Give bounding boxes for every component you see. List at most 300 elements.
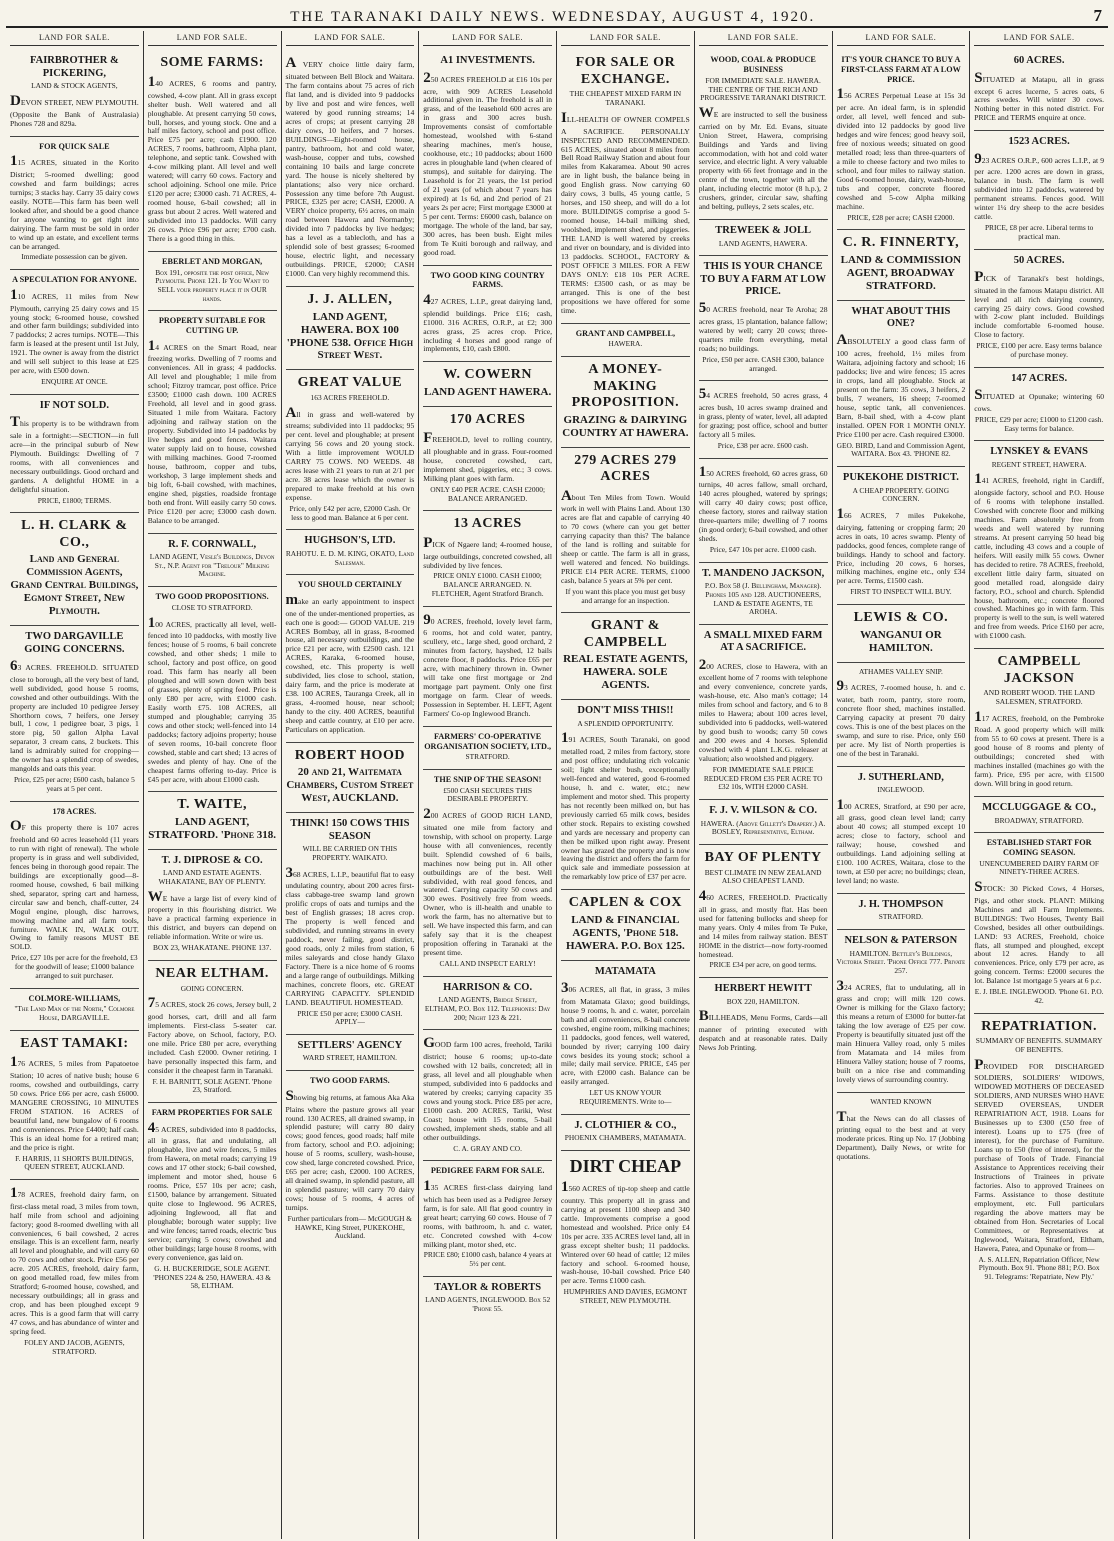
column-3: [282, 31, 420, 1539]
ad-body: 166 ACRES, 7 miles Pukekohe, dairying, fattening or cropping farm; 20 acres in oats, 10 acres swamp. Plenty of paddocks, good fences, complete range of buildings. Handy to school and factory. Price, including 20 cows, 6 horses, milking machines, engine etc., only £34 per acre. Terms, £1500 cash.: [836, 506, 966, 586]
ad-body: 54 ACRES freehold, 50 acres grass, 4 acres bush, 10 acres swamp drained and in grass, plenty of water, level, all adapted for grazing; post office, school and butter factory all 5 miles.: [698, 386, 828, 439]
advertisement: [423, 266, 552, 363]
advertisement: [699, 50, 828, 220]
ad-subhead: LAND AND ESTATE AGENTS. WHAKATANE, BAY OF PLENTY.: [158, 868, 266, 887]
ad-footer: CALL AND INSPECT EARLY!: [439, 959, 536, 969]
ad-body: 50 ACRES freehold, near Te Aroha; 28 acres grass, 15 plantation, balance fallow; watered by well; carry 20 cows; three-quarters mile from everything, metal roads; no buildings.: [698, 300, 828, 353]
ad-subhead: REGENT STREET, HAWERA.: [991, 459, 1087, 469]
advertisement: [286, 287, 415, 370]
advertisement: [561, 890, 690, 960]
advertisement: [148, 792, 277, 849]
advertisement: [699, 563, 828, 625]
advertisement: [10, 1031, 139, 1180]
ad-headline: YOU SHOULD CERTAINLY: [297, 580, 403, 590]
advertisement: [423, 607, 552, 727]
ad-footer: PRICE, £29 per acre; £1000 to £1200 cash. Easy terms for balance.: [974, 414, 1104, 433]
ad-headline: HUGHSON'S, LTD.: [304, 535, 396, 547]
advertisement: [974, 441, 1104, 649]
ad-body: GOOD farm 100 acres, freehold, Tariki district; house 6 rooms; up-to-date cowshed with 12 bails, concreted; all in grass, all level and all ploughable when stumped, subdivided into 6 paddocks and watered by creeks; carrying capacity 35 cows and young stock. Price £85 per acre, £1000 cash. 200 ACRES, Tariki, West Coast; house with 15 rooms, 5-bail cowshed, implement sheds, stable and all other outbuildings.: [423, 1035, 552, 1142]
ad-body: About Ten Miles from Town. Would work in well with Plains Land. About 130 acres are flat and capable of carrying 40 to 70 cows (where can you get better carrying capacity than this? The balance of the land is rolling and suitable for sheep or cattle. The farm is all in grass, well watered and fenced. No buildings. PRICE £14 PER ACRE. TERMS, £1000 cash, balance 5 years at 5% per cent.: [561, 487, 690, 585]
ad-subhead: Box 191, opposite the post office, New Plymouth. Phone 121. If You Want to SELL your property place it in OUR hands.: [155, 267, 269, 303]
advertisement: [286, 813, 415, 1035]
ad-headline: 170 ACRES: [449, 411, 526, 427]
ad-headline: FOR SALE OR EXCHANGE.: [575, 55, 676, 87]
ad-headline: R. F. CORNWALL,: [168, 538, 257, 550]
ad-footer: F. HARRIS, 11 SHORTS BUILDINGS, QUEEN STREET, AUCKLAND.: [15, 1153, 134, 1172]
ad-body: This property is to be withdrawn from sale in a fortnight:—SECTION—in full acre—in the principal suburb of New Plymouth. Buildings: Dwelling of 7 rooms, with all conveniences and necessary outbuildings. Good orchard and gardens. A delightful HOME in a delightful situation.: [10, 414, 139, 494]
ad-headline: CAPLEN & COX: [568, 895, 683, 911]
advertisement: [699, 800, 828, 845]
ad-footer: Price, £27 10s per acre for the freehold, £3 for the goodwill of lease; £1000 balance arranged to suit purchaser.: [11, 953, 138, 980]
column-heading: LAND FOR SALE.: [974, 31, 1104, 46]
ad-footer: G. H. BUCKERIDGE, SOLE AGENT. 'PHONES 224 & 250, HAWERA. 43 & 58, ELTHAM.: [153, 1263, 271, 1291]
ad-footer: A. S. ALLEN, Repatriation Officer, New Plymouth. Box 91. 'Phone 881; P.O. Box 91. Telegrams: 'Repatriate, New Ply.': [978, 1254, 1100, 1281]
ad-body: PICK of Taranaki's best holdings, situated in the famous Matapu district. All level and all rich dairying country, carrying 25 dairy cows. Good cowshed with 2-cow plant included. Buildings include comfortable 6-roomed house. Close to factory.: [974, 268, 1104, 340]
ad-headline: 147 ACRES.: [1011, 372, 1068, 384]
ad-subhead: AND ROBERT WOOD. THE LAND SALESMEN, STRATFORD.: [983, 688, 1095, 707]
ad-footer: PRICE, £28 per acre; CASH £2000.: [847, 212, 955, 222]
ad-footer: Price, £25 per acre; £600 cash, balance 5 years at 5 per cent.: [13, 775, 135, 793]
ad-body: 460 ACRES, FREEHOLD. Practically all in grass, and mostly flat. Has been used for fattening bullocks and sheep for many years. Only 4 miles from Te Puke, and 14 miles from railway station. BEST HOME in the district—now forty-roomed homestead.: [698, 888, 828, 959]
ad-footer: PRICE, £8 per acre. Liberal terms to practical man.: [984, 223, 1094, 241]
ad-subhead: FOR IMMEDIATE SALE. HAWERA. THE CENTRE OF THE RICH AND PROGRESSIVE TARANAKI DISTRICT.: [700, 75, 827, 103]
ad-body: FREEHOLD, level to rolling country, all ploughable and in grass. Four-roomed house, concreted cowshed, cart, implement shed, piggeries, etc.; 3 cows. Milking plant goes with farm.: [423, 430, 552, 483]
ad-subhead: SUMMARY OF BENEFITS. SUMMARY OF BENEFITS.: [975, 1036, 1103, 1055]
advertisement: [423, 362, 552, 406]
column-heading: LAND FOR SALE.: [10, 31, 139, 46]
ad-footer: Further particulars from— McGOUGH & HAWKE, King Street, PUKEKOHE, Auckland.: [287, 1214, 413, 1241]
ad-body: 75 ACRES, stock 26 cows, Jersey bull, 2 good horses, cart, drill and all farm implements. First-class 5-seater car. Factory above, on School, factory, P.O. one mile. Price £80 per acre, everything included. Cash £2000. Owner retiring. I have personally inspected this farm, and consider it the cheapest farm in Taranaki.: [147, 995, 277, 1075]
ad-body: SITUATED at Matapu, all in grass except 6 acres lucerne, 5 acres oats, 6 acres swedes. Will winter 30 cows. Nothing better in this noted district. For PRICE and TERMS enquire at once.: [974, 69, 1104, 123]
ad-body: 45 ACRES, subdivided into 8 paddocks, all in grass, flat and undulating, all ploughable, live and wire fences, 5 miles from Hawera, on metal roads; carrying 19 cows and 17 other stock; 6-bail cowshed, implement and motor shed, house 6 rooms. Price, £57 10s per acre; cash, £1500, balance by arrangement. Situated quite close to Inglewood. 96 ACRES, adjoining Inglewood, all flat and ploughable; borough water supply; live and wire fences; tarred roads, electric 'bus service; carrying 5 cows; cowshed and other buildings; large house 8 rooms, with every convenience, gas laid on.: [147, 1119, 277, 1262]
advertisement: [699, 256, 828, 381]
ad-headline: FARM PROPERTIES FOR SALE: [151, 1108, 273, 1118]
ad-headline: SETTLERS' AGENCY: [297, 1040, 403, 1052]
page-number: 7: [1093, 6, 1102, 25]
ad-subhead: BOX 220, HAMILTON.: [726, 996, 800, 1006]
ad-body: 100 ACRES, Stratford, at £90 per acre, all grass, good clean level land; carry about 40 cows; all stumped except 10 acres; close to factory, school and railway; house, cowshed and outbuildings. Land adjoining selling at £100. 100 ACRES, Waitara, close to the town, at £50 per acre; no buildings; clean, level land; no waste.: [836, 796, 966, 886]
ad-footer: Price, £50 per acre. CASH £300, balance arranged.: [702, 354, 824, 373]
advertisement: [423, 511, 552, 606]
ad-subhead: ATHAMES VALLEY SNIP.: [858, 666, 943, 676]
ad-subhead: A SPLENDID OPPORTUNITY.: [577, 718, 674, 728]
column-1: [6, 31, 144, 1539]
ad-body: 140 ACRES, 6 rooms and pantry, cowshed, 4-cow plant. All in grass except shelter bush. Well watered and all ploughable. At present carrying 50 cows, bull, horses, and young stock. One and a half miles factory, school and post office. Price £75 per acre; cash £1900. 120 ACRES, 7 rooms, bathroom, Alpha plant, telephone, and septic tank. Cowshed with 4-cow milking plant. All level and well watered; will carry 60 cows. Factory and school adjoining. School one mile. Price £120 per acre; £3000 cash. 71 ACRES, 4-roomed house, 6-bail cowshed; all in grass but about 2 acres. Well watered and subdivided into 13 paddocks. Will carry 26 cows. Price £96 per acre; £700 cash. There is a good thing in this.: [147, 73, 277, 243]
ad-footer: Immediate possession can be given.: [21, 252, 128, 262]
ad-headline: 13 ACRES: [453, 516, 522, 532]
ad-footer: FIRST TO INSPECT WILL BUY.: [850, 587, 952, 597]
ad-footer: PRICE, £1800; TERMS.: [37, 495, 112, 505]
ad-headline: COLMORE-WILLIAMS,: [28, 993, 121, 1003]
advertisement: [974, 250, 1104, 368]
advertisement: [699, 978, 828, 1060]
ad-subhead: LAND AGENT, STRATFORD. 'Phone 318.: [148, 815, 277, 841]
ad-subhead: GRAZING & DAIRYING COUNTRY AT HAWERA.: [562, 413, 689, 439]
column-6: [695, 31, 833, 1539]
ad-body: BILLHEADS, Menu Forms, Cards—all manner of printing executed with despatch and at reasonable rates. Daily News Job Printing.: [698, 1008, 828, 1052]
ad-footer: FOLEY AND JACOB, AGENTS, STRATFORD.: [24, 1337, 125, 1356]
ad-headline: J. SUTHERLAND,: [857, 771, 944, 783]
advertisement: [837, 894, 966, 930]
column-heading: LAND FOR SALE.: [699, 31, 828, 46]
advertisement: [974, 649, 1104, 797]
ad-body: ILL-HEALTH OF OWNER COMPELS A SACRIFICE. PERSONALLY INSPECTED AND RECOMMENDED. 615 ACRES, situated about 8 miles from Bell Road Railway Station and about four miles from Kakaramea. About 90 acres are in light bush, the balance being in good English grass. Now carrying 60 dairy cows, 3 bulls, 45 young cattle, 5 horses, and 150 sheep, and will do a lot more. BUILDINGS comprise a good 5-roomed house, 14-bail milking shed, woolshed, implement shed, and piggeries. THE LAND is well watered by creeks and river on boundary, and is divided into 13 paddocks. SCHOOL, FACTORY & POST OFFICE 3 MILES. FOR A FEW DAYS ONLY: £18 10s PER ACRE. TERMS: £3500 cash, or as may be arranged. This is one of the best propositions we have offered for some time.: [561, 109, 690, 315]
ad-body: 141 ACRES, freehold, right in Cardiff, alongside factory, school and P.O. House of 6 rooms with telephone installed. Cowshed with concrete floor and milking machines. Farm absolutely free from weeds and well watered by running streams. At present carrying 50 head big cattle, including 43 cows and a couple of heifers. Will easily milk 55 cows. Owner has decided to retire. 78 ACRES, freehold, excellent little dairy farm, situated on good metalled road, alongside dairy factory, P.O., school and church. Splendid house, bathroom, etc.; concrete floored cowshed. Machines go in with farm. This property is well to the sun, is well watered and free from weeds. Price £160 per acre, with £1000 cash.: [974, 471, 1104, 641]
ad-headline: T. MANDENO JACKSON,: [701, 567, 825, 579]
ad-headline: EBERLET AND MORGAN,: [162, 256, 263, 266]
ad-footer: C. A. GRAY AND CO.: [453, 1143, 522, 1153]
advertisement: [974, 368, 1104, 441]
advertisement: [286, 1035, 415, 1071]
ad-body: PICK of Ngaere land; 4-roomed house, large outbuildings, concreted cowshed, all subdivided by live fences.: [423, 534, 552, 570]
ad-headline: J. J. ALLEN,: [307, 292, 393, 308]
ad-body: 200 ACRES of GOOD RICH LAND, situated one mile from factory and township, with school on property. Large house with all conveniences, recently built. Splendid cowshed of 6 bails, machines now being put in. All other outbuildings are of the best. Well subdivided, with real good fences, and watered. Carrying capacity 50 cows and 300 ewes. Positively free from weeds. Owner, who is ill-health and unable to work the farm, has no alternative but to sell. We have inspected this farm, and can safely say that it is the cheapest proposition offering in Taranaki at the present time.: [423, 806, 552, 958]
advertisement: [837, 767, 966, 894]
ad-body: 306 ACRES, all flat, in grass, 3 miles from Matamata Glaxo; good buildings, house 9 rooms, h. and c. water, porcelain bath and all conveniences, 8-bail concrete cowshed, engine room, milking machines; 11 paddocks, good fences, well watered, bounded by river; carrying 100 dairy cows besides its young stock; school a mile; daily mail service. PRICE, £45 per acre, with £2000 cash. Balance can be easily arranged.: [561, 980, 690, 1087]
ad-body: ABSOLUTELY a good class farm of 100 acres, freehold, 1½ miles from Waitara, adjoining factory and school; 16 paddocks; live and wire fences; 15 acres in crops, land all ploughable. Stock at present on the farm: 35 cows, 3 heifers, 2 bulls, 7 weaners, 16 sheep; 7-roomed house, septic tank, all conveniences. Barn, 8-bail shed, with a 4-cow plant installed. OPEN FOR 1 MONTH ONLY. Price £100 per acre. Cash required £3000.: [836, 332, 966, 439]
advertisement: [561, 613, 690, 700]
ad-subhead: BROADWAY, STRATFORD.: [994, 815, 1084, 825]
advertisement: [10, 137, 139, 271]
advertisement: [837, 467, 966, 605]
ad-headline: LEWIS & CO.: [853, 610, 949, 626]
ad-footer: PRICE, £100 per acre. Easy terms balance of purchase money.: [976, 341, 1102, 360]
ad-body: 1560 ACRES of tip-top sheep and cattle country. This property all in grass and carrying at present 1100 sheep and 340 cattle. Improvements comprise a good homestead and woolshed. Price only £4 10s per acre. 335 ACRES level land, all in grass except shelter bush; 11 paddocks. Wintered over 60 head of cattle; 12 miles factory and school. 6-roomed house, wash-house, 10-bail cowshed. Price £40 per acre. Terms £1000 cash.: [561, 1179, 690, 1286]
ad-headline: J. H. THOMPSON: [858, 899, 944, 911]
column-heading: LAND FOR SALE.: [561, 31, 690, 46]
ad-subhead: REAL ESTATE AGENTS, HAWERA. SOLE AGENTS.: [563, 653, 688, 692]
ad-body: 110 ACRES, 11 miles from New Plymouth, carrying 25 dairy cows and 15 young stock; 6-roomed house, cowshed and other farm buildings; subdivided into 7 paddocks; 2 acres turnips. NOTE—This farm is leased at the present until 1st July, 1921. The owner is away from the district and will sell subject to this lease at £25 per acre, with £500 down.: [10, 286, 139, 376]
ad-subhead: LAND & FINANCIAL AGENTS, 'Phone 518. HAWERA. P.O. Box 125.: [565, 913, 685, 952]
ad-headline: T. WAITE,: [177, 797, 247, 813]
advertisement: [10, 802, 139, 989]
ad-footer: PRICE £50 per acre; £3000 CASH. APPLY—: [297, 1008, 403, 1027]
ad-headline: PROPERTY SUITABLE FOR CUTTING UP.: [158, 316, 266, 336]
advertisement: [699, 381, 828, 458]
ad-footer: If you want this place you must get busy and arrange for an inspection.: [565, 586, 686, 605]
columns-area: [6, 31, 1108, 1539]
advertisement: [561, 324, 690, 357]
advertisement: [10, 50, 139, 136]
ad-headline: TWO DARGAVILLE GOING CONCERNS.: [24, 631, 125, 655]
ad-body: 63 ACRES. FREEHOLD. SITUATED close to borough, all the very best of land, well subdivided, good house 5 rooms, cowshed and other outbuildings. With the property are included 10 pedigree Jersey Shorthorn cows, 7 heifers, one Jersey bull, 1 cow, 1 pedigree boar, 3 pigs, 1 store pig, 50 gallon Alpha Laval separator, 3 cream cans, 2 buckets. This land is admirably suited for cropping—the owner has a splendid crop of swedes, mangolds and oats this year.: [10, 658, 139, 774]
ad-headline: L. H. CLARK & CO.,: [21, 518, 128, 550]
column-heading: LAND FOR SALE.: [423, 31, 552, 46]
ad-headline: GRANT AND CAMPBELL,: [575, 328, 675, 338]
ad-subhead: "The Land Man of the North," Colmore House, DARGAVILLE.: [14, 1004, 135, 1022]
advertisement: [10, 1180, 139, 1363]
ad-headline: TREWEEK & JOLL: [715, 225, 811, 237]
ad-headline: TWO GOOD FARMS.: [310, 1076, 390, 1086]
ad-headline: DIRT CHEAP: [569, 1155, 682, 1176]
ad-subhead: STRATFORD.: [878, 912, 923, 922]
column-8: [970, 31, 1108, 1539]
ad-body: 200 ACRES, close to Hawera, with an excellent home of 7 rooms with telephone and every convenience, concrete yards, wash-house, etc. Also man's cottage; 14 miles from school and factory, and 6 to 8 miles to Hawera; about 100 acres level, subdivided into 6 paddocks, well-watered by good bush to woods; carry 50 cows and 200 ewes and 4 horses. Splendid cowshed with 4 plant L.K.G. releaser at valuation; also woolshed and piggery.: [698, 656, 828, 764]
advertisement: [10, 513, 139, 626]
ad-body: PROVIDED FOR DISCHARGED SOLDIERS, SOLDIERS' WIDOWS, WIDOWED MOTHERS OF DECEASED SOLDIERS, AND NURSES WHO HAVE SERVED OVERSEAS, UNDER REPATRIATION ACT, 1918. Loans for Businesses up to £300 (£50 free of interest). Loans up to £75 (free of interest), for the purchase of Furniture. Loans up to £50 (free of interest), for the purchase of Tools of Trade. Financial Assistance to Apprentices receiving their Instructions of Trainees in private factories. Also to approved Trainees on Farms. Assistance to those destitute employment, etc. Full particulars regarding the above matters may be obtained from Hon. Secretaries of Local Committees, or Representatives at Inglewood, Waitara, Stratford, Eltham, Hawera, Patea, and Opunake or from—: [974, 1056, 1104, 1253]
ad-subhead: LAND AGENTS, Bridge Street, ELTHAM, P.O. Box 112. Telephones: Day 200; Night 123 & 221.: [424, 995, 551, 1022]
ad-subhead: INGLEWOOD.: [877, 785, 925, 795]
advertisement: [974, 50, 1104, 131]
advertisement: [837, 50, 966, 230]
ad-subhead: 163 ACRES FREEHOLD.: [310, 392, 390, 402]
advertisement: [561, 1115, 690, 1151]
advertisement: [286, 1071, 415, 1248]
ad-headline: FAIRBROTHER & PICKERING,: [29, 55, 119, 79]
ad-headline: ESTABLISHED START FOR COMING SEASON.: [986, 838, 1092, 857]
ad-headline: CAMPBELL JACKSON: [997, 654, 1081, 686]
ad-headline: A MONEY-MAKING PROPOSITION.: [571, 362, 680, 411]
ad-body: All in grass and well-watered by streams; subdivided into 11 paddocks; 95 per cent. level and ploughable; at present carrying 56 cows and 20 young stock. With a little improvement WOULD CARRY 75 COWS. NO WEEDS. 48 acres lease with 21 years to run at 2/1 per acre. 38 acres lease which the owner is prepared to make freehold at his own expense.: [285, 404, 415, 502]
ad-headline: EAST TAMAKI:: [20, 1035, 129, 1051]
ad-subhead: LAND & STOCK AGENTS,: [31, 81, 118, 91]
ad-subhead: WARD STREET, HAMILTON.: [302, 1053, 398, 1063]
advertisement: [561, 700, 690, 890]
ad-body: WE are instructed to sell the business carried on by Mr. Ed. Evans, situate Union Street, Hawera, comprising Buildings and Yards and living accommodation, with hot and cold water service, and electric light. A very valuable property with 66 feet frontage and in the centre of the town, together with all the plant, including electric motor (8 h.p.), 2 crushers, grinder, circular saw, shafting and belting, pulleys, 2 sets scales, etc.: [698, 104, 828, 212]
ad-body: 117 ACRES, freehold, on the Pembroke Road. A good property which will milk from 55 to 60 cows at present. There is a good house of 8 rooms and plenty of outbuildings; concreted shed with machines installed (machines go with the farm). Price, £95 per acre, with £1500 down. Will bring in good return.: [974, 708, 1104, 789]
ad-body: make an early appointment to inspect one of the under-mentioned properties, as each one is good:— GOOD VALUE. 219 ACRES Bombay, all in grass, 8-roomed house, all necessary outbuildings, and the price £21 per acre, with £2500 cash. 121 ACRES, Karaka, 6-roomed house, cowshed, etc. This property is well subdivided, lies close to school, station, dairy farm, and the price is moderate at £38. 100 ACRES, Tauranga Creek, all in grass, 4-roomed house, near school; handy to the city. 400 ACRES, beautiful sheep and cattle country, at £10 per acre. Particulars on application.: [285, 591, 415, 735]
advertisement: [10, 395, 139, 513]
advertisement: [423, 727, 552, 770]
advertisement: [286, 530, 415, 575]
ad-footer: ONLY £40 PER ACRE. CASH £2000; BALANCE ARRANGED.: [430, 484, 546, 503]
ad-subhead: A CHEAP PROPERTY. GOING CONCERN.: [852, 485, 950, 504]
column-5: [557, 31, 695, 1539]
ad-headline: WHAT ABOUT THIS ONE?: [851, 305, 951, 330]
ad-headline: PEDIGREE FARM FOR SALE.: [430, 1166, 545, 1176]
advertisement: [561, 1151, 690, 1313]
column-heading: LAND FOR SALE.: [148, 31, 277, 46]
ad-footer: ENQUIRE AT ONCE.: [41, 377, 108, 387]
ad-headline: C. R. FINNERTY,: [842, 235, 960, 251]
ad-footer: LET US KNOW YOUR REQUIREMENTS. Write to—: [579, 1088, 672, 1107]
masthead: [6, 4, 1108, 28]
ad-footer: PRICE £34 per acre, on good terms.: [709, 960, 817, 970]
column-7: [833, 31, 971, 1539]
ad-body: 368 ACRES, L.I.P., beautiful flat to easy undulating country, about 200 acres first-class cabbage-tree swamp land grown prolific crops of oats and turnips and the best of English grasses; 18 acres crop. The property is well fenced and subdivided, and running streams in every paddock, never failing, good district, good roads, only 2 miles from station, 6 miles saleyards and close handy Glaxo Factory. There is a nice home of 6 rooms and a large range of outbuildings. Milking machines, concrete floors, etc. GREAT CARRYING CAPACITY. SPLENDID LAND. BEAUTIFUL HOMESTEAD.: [285, 864, 415, 1007]
ad-footer: GEO. BIRD, Land and Commission Agent, WAITARA. Box 43. 'PHONE 82.: [836, 440, 966, 459]
ad-headline: WOOD, COAL & PRODUCE BUSINESS: [710, 55, 816, 75]
advertisement: [561, 448, 690, 614]
ad-body: 324 ACRES, flat to undulating, all in grass and crop; will milk 120 cows. Owner is milking for the Glaxo factory; this means a return of £3000 for butter-fat taking the low average of £25 per cow. Property is beautifully situated just off the main Hinuera Valley road, only 5 miles from Matamata and 14 miles from Hinuera Valley station; house of 7 rooms, built on a nice rise and commanding lovely views of surrounding country.: [836, 977, 966, 1085]
ad-subhead: WANTED KNOWN: [870, 1096, 932, 1106]
ad-subhead: BEST CLIMATE IN NEW ZEALAND ALSO CHEAPEST LAND.: [704, 867, 822, 886]
advertisement: [837, 230, 966, 300]
ad-headline: BAY OF PLENTY: [704, 850, 822, 866]
advertisement: [699, 220, 828, 256]
ad-subhead: LAND AGENT, Vesle's Buildings, Devon St., N.P. Agent for "Trelour" Milking Machine.: [149, 551, 275, 579]
ad-headline: TAYLOR & ROBERTS: [434, 1281, 542, 1293]
advertisement: [148, 961, 277, 1103]
ad-subhead: P.O. Box 58 (J. Bellingham, Manager). Phones 105 and 128. AUCTIONEERS, LAND & ESTATE AGENTS, TE AROHA.: [704, 581, 822, 617]
advertisement: [286, 575, 415, 743]
ad-headline: A SMALL MIXED FARM AT A SACRIFICE.: [703, 630, 823, 654]
ad-headline: IF NOT SOLD.: [39, 399, 109, 411]
advertisement: [148, 252, 277, 312]
masthead-title: THE TARANAKI DAILY NEWS. WEDNESDAY, AUGUST 4, 1920.: [290, 9, 816, 25]
advertisement: [148, 534, 277, 588]
advertisement: [974, 797, 1104, 833]
advertisement: [423, 1277, 552, 1321]
ad-subhead: LAND & COMMISSION AGENT, BROADWAY STRATFORD.: [840, 253, 962, 292]
advertisement: [148, 50, 277, 251]
ad-headline: MCCLUGGAGE & CO.,: [982, 802, 1096, 814]
ad-headline: THIS IS YOUR CHANCE TO BUY A FARM AT LOW PRICE.: [700, 261, 826, 298]
ad-body: 150 ACRES freehold, 60 acres grass, 60 turnips, 40 acres fallow, small orchard, 140 acres ploughed, watered by springs; will carry 40 dairy cows; post office, cheese factory, stores and railway station three-quarters mile; dwelling of 7 rooms (in good order); 6-bail cowshed, and other sheds.: [698, 463, 828, 544]
advertisement: [561, 357, 690, 447]
ad-footer: Price, only £42 per acre, £2000 Cash. Or less to good man. Balance at 6 per cent.: [289, 503, 411, 522]
advertisement: [561, 50, 690, 323]
ad-body: 14 ACRES on the Smart Road, near freezing works. Dwelling of 7 rooms and conveniences. All in grass; 4 paddocks. All level and ploughable; 1 mile from school; Fitzroy tramcar, post office. Price £3500; £1000 cash down. 100 ACRES Freehold, all level and in good grass. Situated 1 mile from Waitara. Factory adjoining and railway station on the property. Subdivided into 14 paddocks by live hedges and good fences. Waitara water supply laid on to house, cowshed with milking machines. Good 7-roomed house, bathroom, copper and tubs, workshop, 3 large implement sheds and big loft, 6-bail cowshed, with machines, engine shed, pigsties, roadside frontage both end front. Will easily carry 50 cows. Price £120 per acre; £3000 cash down. Balance to be arranged.: [147, 337, 277, 525]
ad-subhead: THE CHEAPEST MIXED FARM IN TARANAKI.: [569, 89, 682, 108]
advertisement: [286, 50, 415, 287]
advertisement: [837, 605, 966, 662]
column-heading: LAND FOR SALE.: [837, 31, 966, 46]
ad-headline: T. J. DIPROSE & CO.: [161, 854, 263, 866]
ad-footer: Price, £38 per acre. £600 cash.: [717, 440, 809, 450]
ad-headline: 50 ACRES.: [1013, 254, 1065, 266]
advertisement: [837, 663, 966, 767]
ad-headline: A SPECULATION FOR ANYONE.: [12, 275, 137, 285]
ad-subhead: Land and General Commission Agents, Grand Central Buildings, Egmont Street, New Plymouth.: [10, 553, 139, 618]
column-2: [144, 31, 282, 1539]
ad-footer: Price, £47 10s per acre. £1000 cash.: [709, 545, 817, 554]
advertisement: [974, 833, 1104, 1014]
ad-subhead: UNENCUMBERED DAIRY FARM OF NINETY-THREE ACRES.: [979, 858, 1099, 877]
advertisement: [561, 961, 690, 1115]
ad-subhead: LAND AGENT, HAWERA. BOX 100 'PHONE 538. Office High Street West.: [286, 310, 414, 362]
ad-body: 93 ACRES, 7-roomed house, h. and c. water, bath room, pantry, store room, concrete floor shed, machines installed. Carrying capacity at present 70 dairy cows. This is one of the best places on the swamp, and sure to rise. Price, only £60 per acre. My list of North properties is one of the best in Taranaki.: [836, 678, 966, 758]
ad-body: WE have a large list of every kind of property in this flourishing district. We have a practical farming experience in this district, and buyers can depend on reliable information. Write or wire us.: [147, 888, 277, 942]
ad-body: 250 ACRES FREEHOLD at £16 10s per acre, with 909 ACRES Leasehold additional given in. The freehold is all in grass, and of the leasehold 600 acres are in grass and 300 acres bush. Improvements consist of comfortable homestead, woolshed with 6-stand shearing machines, men's house, cookhouse, etc.; 10 paddocks; about 1600 acres in ploughable land (when cleared of stumps), and suitable for dairying. The Leasehold is for 21 years, the 1st period of 21 years (of which about 7 years has expired) at 1s 6d, and 2nd period of 21 years 2s per acre; First mortgage £3000 at 5 per cent. Terms: £6000 cash, balance on mortgage. The whole of the land, bar say, 300 acres, has been bush. Eight miles from Te Kuiti borough and railway, and good road.: [423, 69, 552, 257]
ad-headline: ROBERT HOOD: [294, 747, 405, 763]
advertisement: [699, 625, 828, 800]
ad-subhead: PHOENIX CHAMBERS, MATAMATA.: [564, 1133, 686, 1143]
advertisement: [10, 626, 139, 801]
ad-headline: THINK! 150 COWS THIS SEASON: [290, 818, 410, 842]
ad-body: OF this property there is 107 acres freehold and 60 acres leasehold (11 years to run with right of renewal). The whole property is in grass and well subdivided, fences being in thorough good repair. The buildings are exceptionally good—8-roomed house, cowshed, 6 bail milking shed, separator, spring cart and harness, circular saw and bench, chaff-cutter, 24 Mogul engine, plough, disc harrows, mowing machine and all farm tools, furniture. WALK IN, WALK OUT. Owing to family reasons MUST BE SOLD.: [10, 818, 139, 952]
ad-footer: E. J. IBLE. INGLEWOOD. 'Phone 61. P.O. 42.: [974, 987, 1104, 1006]
ad-subhead: LAND AGENT HAWERA.: [424, 385, 552, 398]
ad-headline: 60 ACRES.: [1013, 55, 1065, 67]
ad-body: A VERY choice little dairy farm, situated between Bell Block and Waitara. The farm contains about 75 acres of rich flat land, and is divided into 9 paddocks by live and post and wire fences, well watered by good running streams; 14 acres of crops; at present carrying 28 dairy cows, 10 heifers, and 7 horses. BUILDINGS—Eight-roomed house, pantry, bathroom, hot and cold water, wash-house, copper and tubs, cowshed containing 10 bails and large concrete yard. The house is nicely sheltered by plantations; also very nice orchard. Possession any time before 7th August. PRICE, £325 per acre; CASH, £2000. A VERY choice property, 6½ acres, on main road between Hawera and Normanby; divided into 7 paddocks by live hedges; has a level as a tablecloth, and has a splendid sole of best grasses; 6-roomed house, electric light, and necessary outbuildings. PRICE, £2000; CASH £1000. Can very highly recommend this.: [285, 55, 415, 279]
ad-body: 90 ACRES, freehold, lovely level farm, 6 rooms, hot and cold water, pantry, scullery, etc., large shed, good orchard, 2 minutes from factory, hayshed, 12 bails concrete floor, 8 paddocks. Price £65 per acre, with machinery thrown in. Owner will take one first mortgage or 2nd mortgage part payment. Only one first mortgage on farm. Clear of weeds. Possession in September. H. LEFT, Agent Farmers' Co-op Inglewood Branch.: [423, 611, 552, 718]
ad-headline: 1523 ACRES.: [1008, 136, 1070, 148]
ad-subhead: HAWERA. (Above Gillett's Drapery.) A. BOSLEY, Representative, Eltham.: [700, 818, 826, 837]
ad-headline: GRANT & CAMPBELL: [583, 618, 668, 650]
ad-headline: NELSON & PATERSON: [844, 935, 958, 947]
ad-headline: W. COWERN: [443, 367, 533, 383]
ad-headline: GREAT VALUE: [297, 375, 403, 391]
ad-headline: SOME FARMS:: [160, 55, 264, 71]
ad-headline: THE SNIP OF THE SEASON!: [433, 774, 542, 784]
ad-subhead: WANGANUI OR HAMILTON.: [860, 628, 942, 654]
ad-headline: J. CLOTHIER & CO.,: [574, 1119, 677, 1131]
ad-subhead: £500 CASH SECURES THIS DESIRABLE PROPERTY.: [443, 785, 533, 804]
ad-subhead: WILL BE CARRIED ON THIS PROPERTY. WAIKATO.: [302, 844, 398, 862]
ad-headline: 279 ACRES 279 ACRES: [574, 452, 677, 485]
advertisement: [423, 977, 552, 1031]
advertisement: [423, 770, 552, 977]
advertisement: [699, 459, 828, 563]
ad-footer: HUMPHRIES AND DAVIES, EGMONT STREET, NEW PLYMOUTH.: [563, 1287, 688, 1306]
ad-body: 100 ACRES, practically all level, well-fenced into 10 paddocks, with mostly live fences; house of 5 rooms, 6 bail concrete cowshed, and other sheds; 1 mile to school, factory and post office, on good road. This farm has nearly all been ploughed and will sown down with best of grasses, plenty of spring feed. Price is only £80 per acre, with £1000 cash. Easily worth £75. 108 ACRES, all stumped and ploughable; carrying 35 cows and other stock; well-fenced into 14 paddocks; factory adjoins property; house of seven rooms, 10-bail concrete floor cowshed, stable and cart shed; 13 acres of swedes and plenty of hay. One of the cheapest farms offering to-day. Price is £45 per acre, with about £1000 cash.: [147, 614, 277, 784]
advertisement: [974, 131, 1104, 249]
ad-footer: FOR IMMEDIATE SALE PRICE REDUCED FROM £35 PER ACRE TO £32 10s, WITH £2000 CASH.: [703, 765, 823, 792]
ad-headline: MATAMATA: [594, 965, 656, 977]
ad-subhead: STRATFORD.: [465, 752, 510, 762]
ad-body: 427 ACRES, L.I.P., great dairying land, splendid buildings. Price £16; cash, £1000. 316 ACRES, O.R.P., at £2; 300 acres grass, 25 acres crop. Price, including 4 horses and good range of implements, £10, cash £800.: [423, 291, 552, 354]
ad-body: 191 ACRES, South Taranaki, on good metalled road, 2 miles from factory, store and post office; undulating rich volcanic soil; light shelter bush, exceptionally well-fenced and watered, good 6-roomed house, h. and c. water, etc.; new implement and motor shed. This property has not recently been milked on, but has previously carried 65 milk cows, besides other stock. Repairs to existing cowshed and yards are necessary and property can then be milked upon right away. Present owner has grazed the property and is now leaving the district and offers the farm for quick sale and immediate possession at the remarkably low price of £37 per acre.: [561, 730, 690, 882]
ad-headline: F. J. V. WILSON & CO.: [709, 805, 818, 817]
advertisement: [148, 850, 277, 961]
column-4: [419, 31, 557, 1539]
advertisement: [423, 1030, 552, 1161]
ad-subhead: 20 and 21, Waitemata Chambers, Custom Street West, AUCKLAND.: [286, 766, 414, 805]
ad-body: DEVON STREET, NEW PLYMOUTH. (Opposite the Bank of Australasia) Phones 728 and 829a.: [10, 92, 139, 128]
ad-subhead: HAWERA.: [608, 339, 643, 349]
ad-subhead: LAND AGENTS, INGLEWOOD. Box 52 'Phone 55.: [425, 1295, 551, 1314]
ad-headline: IT'S YOUR CHANCE TO BUY A FIRST-CLASS FARM AT A LOW PRICE.: [840, 55, 961, 84]
ad-body: That the News can do all classes of printing equal to the best and at very moderate prices. Ring up No. 17 (Jobbing Department), Daily News, or write for quotations.: [836, 1108, 966, 1162]
ad-headline: DON'T MISS THIS!!: [577, 705, 674, 717]
ad-body: 156 ACRES Perpetual Lease at 15s 3d per acre. An ideal farm, is in splendid order, all level, well fenced and sub-divided into 12 paddocks by good live hedges and wire fences; good heavy soil, free of noxious weeds; situated on good metalled road; less than three-quarters of a mile to cheese factory and two miles to school, and four miles to railway station. Good 6-roomed house, dairy, wash-house, tubs and copper, concrete floored cowshed and 5-cow Alpha milking machine.: [836, 86, 966, 211]
ad-headline: LYNSKEY & EVANS: [990, 446, 1088, 458]
ad-body: 178 ACRES, freehold dairy farm, on first-class metal road, 3 miles from town, half mile from school and adjoining factory; good 8-roomed dwelling with all conveniences, 6 bail cowshed, 2 acres ensilage. This is an excellent farm, nearly all level and ploughable, and will carry 60 to 70 cows and other stock. Price £56 per acre. 205 ACRES, freehold, dairy farm, on good metalled road, few miles from Stratford; 6-roomed house, cowshed, and necessary outbuildings; all in grass and crop, and has been ploughed except 9 acres. This is a good farm that will carry 47 cows, and has abundance of winter and spring feed.: [10, 1184, 139, 1337]
ad-headline: HERBERT HEWITT: [714, 983, 812, 995]
ad-body: SITUATED at Opunake; wintering 60 cows.: [974, 387, 1104, 413]
ad-subhead: GOING CONCERN.: [180, 983, 244, 993]
column-heading: LAND FOR SALE.: [286, 31, 415, 46]
ad-headline: PUKEKOHE DISTRICT.: [842, 472, 959, 484]
ad-headline: TWO GOOD KING COUNTRY FARMS.: [430, 270, 545, 290]
ad-headline: NEAR ELTHAM.: [155, 966, 269, 981]
ad-footer: PRICE ONLY £1000. CASH £1000; BALANCE ARRANGED. N. FLETCHER, Agent Stratford Branch.: [431, 571, 544, 598]
ad-footer: BOX 23, WHAKATANE. PHONE 137.: [153, 943, 272, 953]
ad-headline: FOR QUICK SALE: [39, 141, 110, 151]
ad-subhead: RAHOTU. E. D. M. KING, OKATO, Land Salesman.: [285, 548, 414, 567]
ad-subhead: HAMILTON. Bettley's Buildings, Victoria Street. 'Phone Office 777. Private 257.: [836, 948, 966, 976]
advertisement: [837, 930, 966, 1093]
ad-footer: PRICE £80; £1000 cash, balance 4 years at 5½ per cent.: [423, 1250, 552, 1269]
ad-headline: 178 ACRES.: [52, 806, 97, 816]
advertisement: [10, 270, 139, 395]
advertisement: [148, 311, 277, 533]
advertisement: [148, 587, 277, 792]
ad-body: 923 ACRES O.R.P., 600 acres L.I.P., at 9 per acre. 1200 acres are down in grass, balance in bush. The farm is well subdivided into 12 paddocks, watered by permanent streams. Fences good. Will winter 1¼ dry sheep to the acre besides cattle.: [974, 150, 1104, 222]
advertisement: [286, 370, 415, 530]
ad-body: STOCK: 30 Picked Cows, 4 Horses, Pigs, and other stock. PLANT: Milking Machines and all Farm Implements. BUILDINGS: Two Houses, Twenty Bail Cowshed, besides all other outbuildings. LAND: 93 ACRES, Freehold, choice flats, all stumped and ploughed, except about 12 acres. Handy to all conveniences. Price, only £79 per acre, as going concern. Terms: £2000 secures the lot. Balance 1st mortgage 5 years at 6 p.c.: [974, 879, 1104, 986]
advertisement: [286, 743, 415, 813]
advertisement: [699, 845, 828, 978]
advertisement: [423, 407, 552, 511]
ad-subhead: LAND AGENTS, HAWERA.: [718, 238, 808, 248]
advertisement: [423, 50, 552, 265]
ad-footer: F. H. BARNITT, SOLE AGENT. 'Phone 23, Stratford.: [152, 1076, 272, 1095]
ad-headline: HARRISON & CO.: [443, 981, 533, 993]
ad-body: 115 ACRES, situated in the Korito District; 5-roomed dwelling; good cowshed and farm buildings; acres turnips; 3 stacks hay. Carry 35 dairy cows easily. NOTE—This farm has been well looked after, and should be a good chance for anyone wanting to get right into dairying. The farm must be sold in order to wind up an estate, and excellent terms can be arranged.: [10, 153, 139, 251]
ad-body: 176 ACRES, 5 miles from Papatoetoe Station; 10 acres of native bush; house 6 rooms, cowshed and outbuildings, carry 50 cows. Price £66 per acre, cash £6000. MANGERE CROSSING, 10 MINUTES FROM STATION. 16 ACRES of beautiful land, new bungalow of 6 rooms and conveniences. Price £4400; half cash. This is an ideal home for a retired man; and the price is right.: [10, 1054, 139, 1152]
advertisement: [837, 1093, 966, 1169]
ad-headline: REPATRIATION.: [981, 1018, 1098, 1034]
ad-headline: A1 INVESTMENTS.: [440, 55, 535, 67]
ad-headline: TWO GOOD PROPOSITIONS.: [155, 592, 269, 602]
advertisement: [974, 1014, 1104, 1289]
advertisement: [837, 301, 966, 467]
ad-body: 135 ACRES first-class dairying land which has been used as a Pedigree Jersey farm, is for sale. All flat good country in great heart; carrying 60 cows. House of 7 rooms, with bathroom, h. and c. water, etc. Concreted cowshed with 4-cow milking plant, motor shed, etc.: [423, 1178, 552, 1249]
advertisement: [10, 989, 139, 1031]
ad-subhead: CLOSE TO STRATFORD.: [171, 602, 253, 612]
